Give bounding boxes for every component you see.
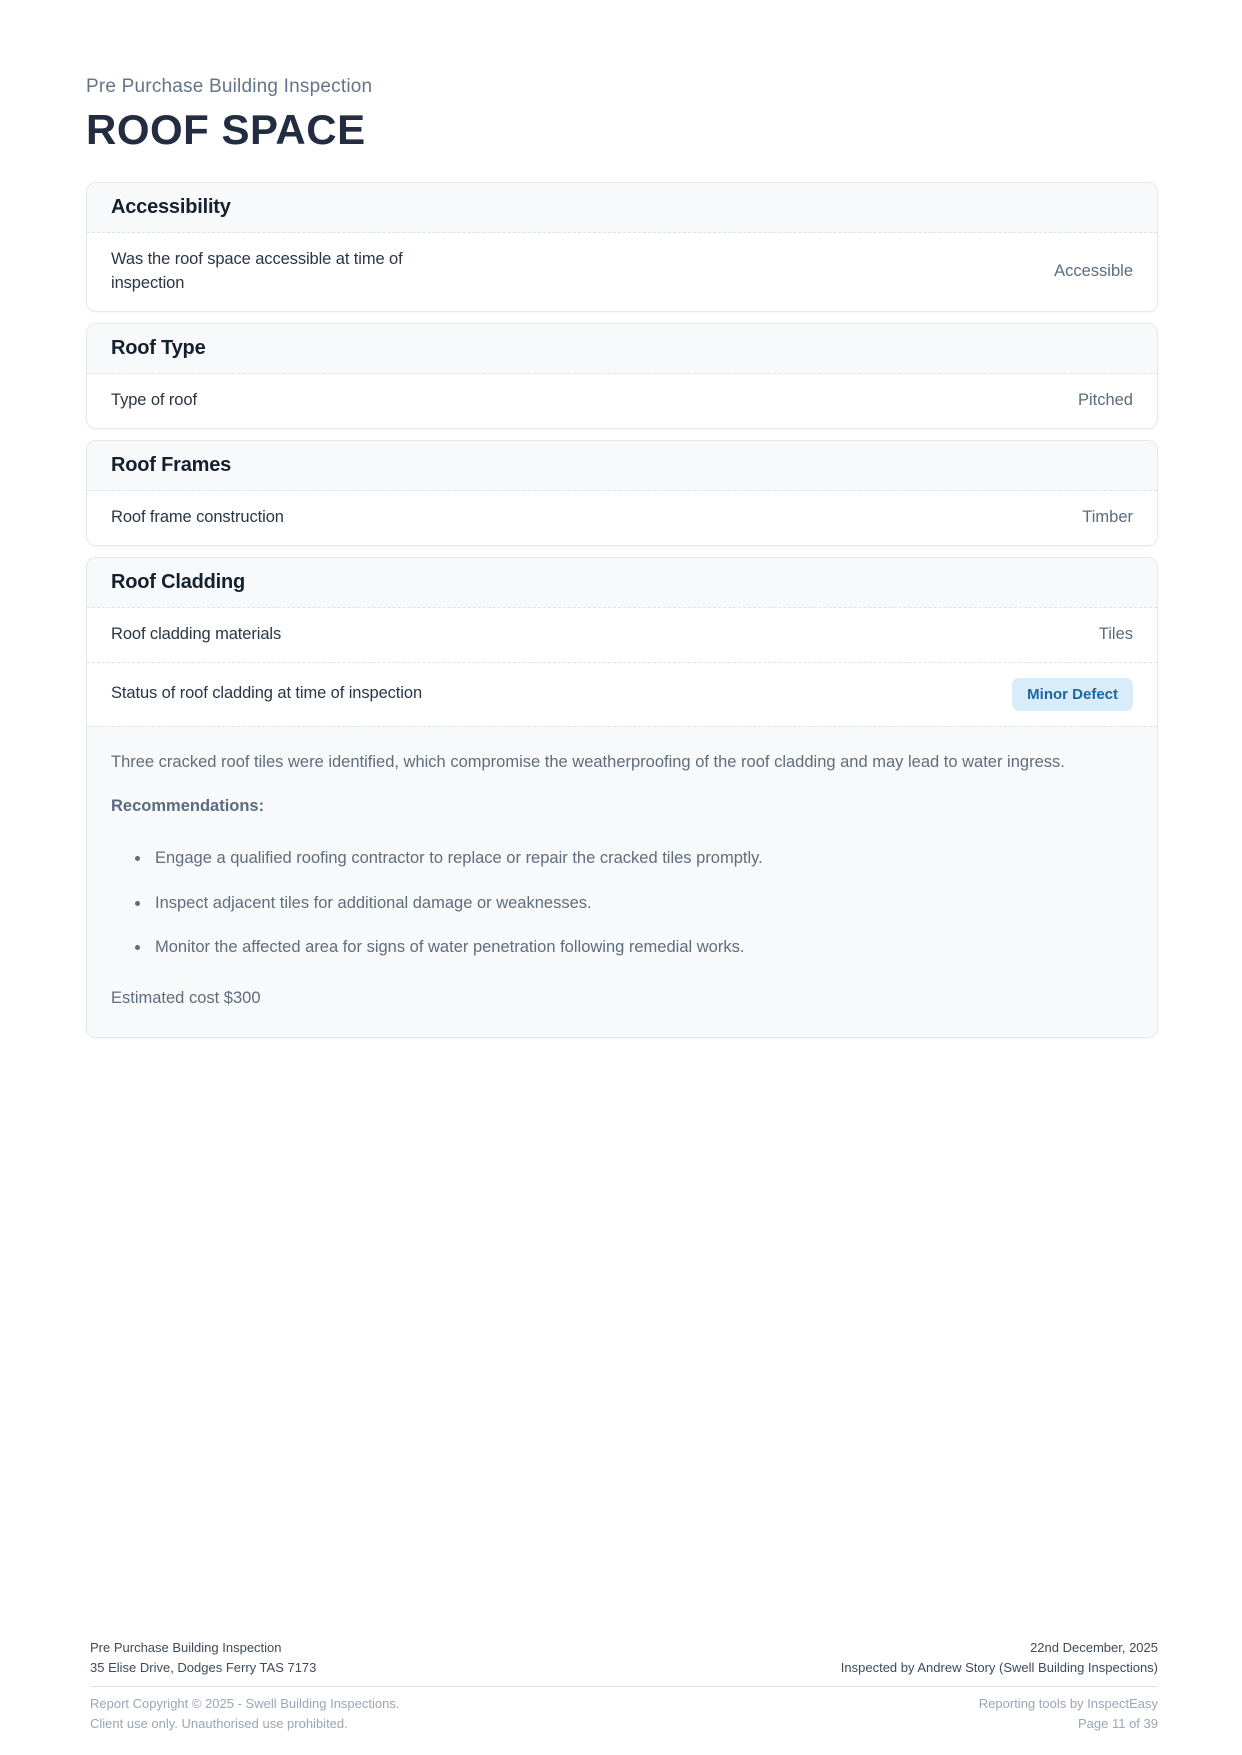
footer-report-name: Pre Purchase Building Inspection bbox=[90, 1640, 282, 1655]
section-heading: Accessibility bbox=[87, 183, 1157, 233]
answer-text: Accessible bbox=[1054, 262, 1133, 281]
qa-row bbox=[87, 491, 1157, 545]
question-text: Roof cladding materials bbox=[111, 624, 282, 643]
defect-description: Three cracked roof tiles were identified, which compromise the weatherproofing of the roof cladding and may lead to water ingress. bbox=[111, 752, 1065, 771]
footer-copyright: Report Copyright © 2025 - Swell Building Inspections. bbox=[90, 1696, 400, 1712]
section-heading: Roof Frames bbox=[87, 441, 1157, 491]
page-title: ROOF SPACE bbox=[86, 106, 366, 153]
section-roof-type bbox=[86, 323, 1158, 429]
footer-inspector: Inspected by Andrew Story (Swell Building Inspections) bbox=[840, 1660, 1158, 1676]
question-text: Roof frame construction bbox=[111, 507, 284, 526]
answer-text: Tiles bbox=[1098, 625, 1133, 644]
recommendations-list bbox=[151, 845, 1133, 960]
footer-date: 22nd December, 2025 bbox=[1030, 1640, 1158, 1655]
footer-info-band bbox=[90, 1638, 1158, 1686]
section-accessibility bbox=[86, 182, 1158, 312]
list-item: • Inspect adjacent tiles for additional damage or weaknesses. bbox=[151, 890, 1133, 916]
question-text: Was the roof space accessible at time of inspection bbox=[111, 250, 403, 292]
qa-row bbox=[87, 374, 1157, 428]
report-subtitle: Pre Purchase Building Inspection bbox=[86, 76, 373, 97]
answer-text: Timber bbox=[1082, 508, 1133, 527]
footer-client-use: Client use only. Unauthorised use prohibited. bbox=[90, 1716, 348, 1732]
section-heading: Roof Type bbox=[87, 324, 1157, 374]
question-text: Type of roof bbox=[111, 390, 197, 409]
section-roof-frames bbox=[86, 440, 1158, 546]
estimated-cost: Estimated cost $300 bbox=[111, 988, 261, 1007]
status-badge: Minor Defect bbox=[1012, 678, 1133, 711]
section-heading: Roof Cladding bbox=[87, 558, 1157, 608]
footer-page-number: Page 11 of 39 bbox=[1078, 1716, 1158, 1732]
page-footer bbox=[90, 1638, 1158, 1735]
question-text: Status of roof cladding at time of inspection bbox=[111, 684, 423, 703]
qa-row bbox=[87, 662, 1157, 726]
list-item: • Monitor the affected area for signs of water penetration following remedial works. bbox=[151, 934, 1133, 960]
footer-address: 35 Elise Drive, Dodges Ferry TAS 7173 bbox=[90, 1660, 317, 1676]
answer-text: Pitched bbox=[1077, 391, 1133, 410]
footer-legal-band bbox=[90, 1687, 1158, 1734]
section-roof-cladding bbox=[86, 557, 1158, 1038]
qa-row bbox=[87, 233, 1157, 311]
qa-row bbox=[87, 608, 1157, 662]
recommendations-label: Recommendations: bbox=[111, 797, 265, 815]
list-item: • Engage a qualified roofing contractor to replace or repair the cracked tiles promptly. bbox=[151, 845, 1133, 871]
footer-tools: Reporting tools by InspectEasy bbox=[978, 1696, 1158, 1712]
defect-note bbox=[87, 726, 1157, 1037]
